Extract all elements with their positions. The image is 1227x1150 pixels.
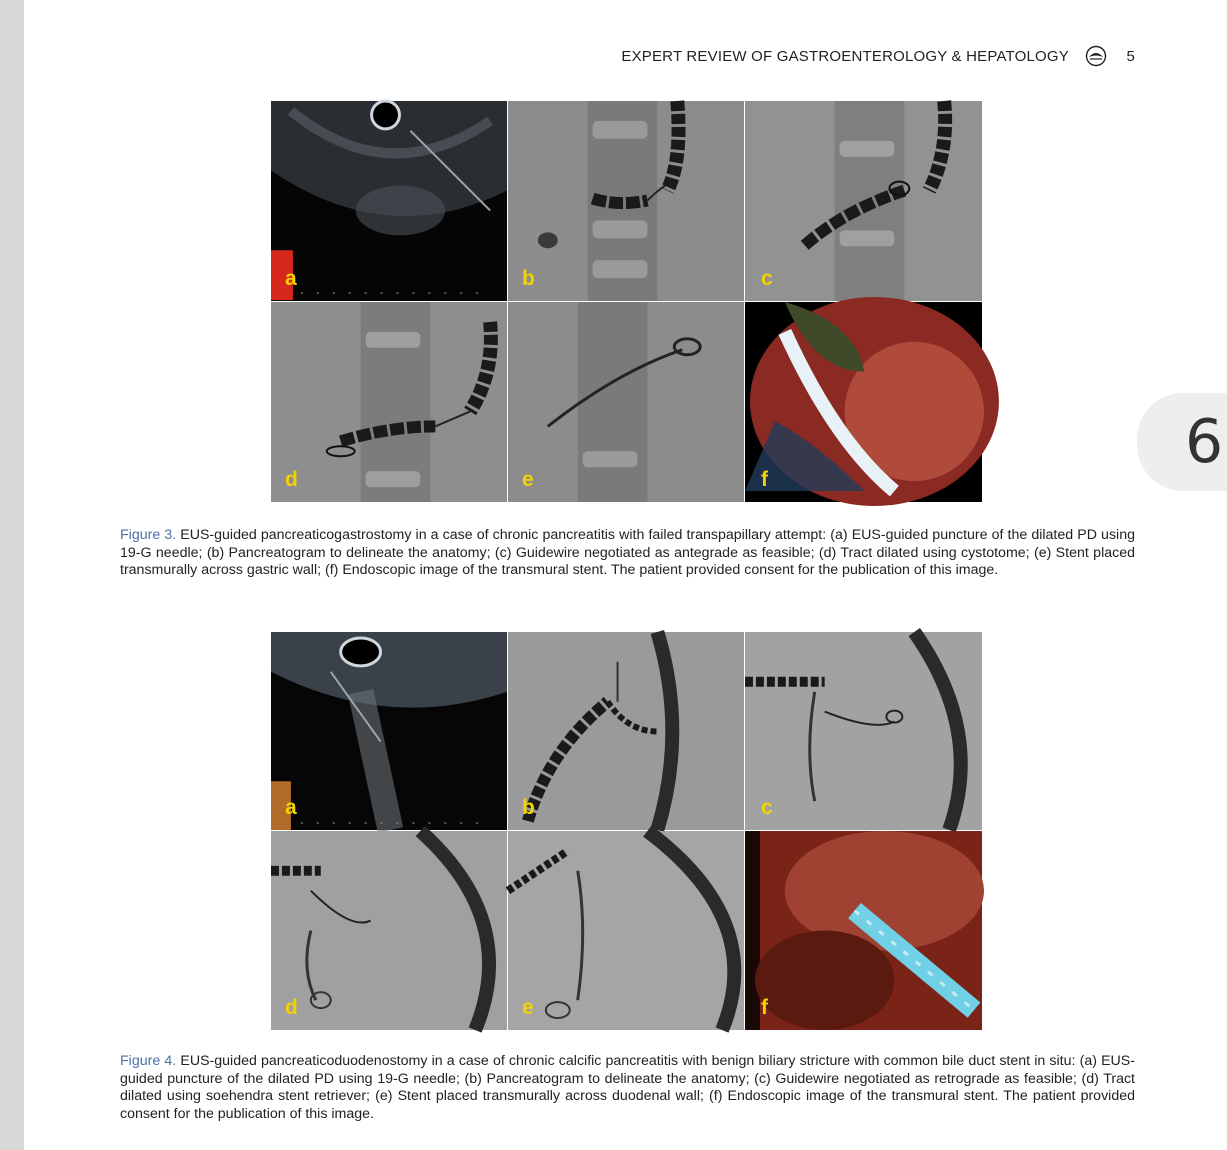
figure-4-panel-f — [745, 831, 983, 1031]
figure-3-caption-text: EUS-guided pancreaticogastrostomy in a case of chronic pancreatitis with failed transpapillary attempt: (a) EUS-guided puncture of the dilated PD using 19-G needle; (b) Pancreatogram to delineate the anatomy; (c) Guidewire negotiated as antegrade as feasible; (d) Tract dilated using cystotome; (e) Stent placed transmurally across gastric wall; (f) Endoscopic image of the transmural stent. The patient provided consent for the publication of this image. — [120, 527, 1135, 578]
figure-3-caption — [120, 527, 1135, 580]
panel-label: c — [761, 796, 773, 819]
figure-3-image-grid — [271, 101, 983, 503]
figure-3-label: Figure 3. — [120, 527, 177, 543]
figure-4-caption — [120, 1053, 1135, 1123]
figure-4-image-grid — [271, 632, 983, 1031]
panel-label: b — [522, 796, 535, 819]
panel-label: f — [761, 468, 768, 491]
journal-title: EXPERT REVIEW OF GASTROENTEROLOGY & HEPATOLOGY — [621, 47, 1069, 65]
figure-3-panel-a — [271, 101, 508, 302]
figure-4-panel-a — [271, 632, 508, 831]
journal-logo-icon — [1085, 45, 1107, 67]
panel-label: d — [285, 468, 298, 491]
figure-3-panel-f — [745, 302, 983, 503]
figure-3-panel-d — [271, 302, 508, 503]
figure-3-panel-b — [508, 101, 745, 302]
figure-4-panel-e — [508, 831, 745, 1031]
figure-4-panel-b — [508, 632, 745, 831]
panel-label: e — [522, 468, 534, 491]
page-number: 5 — [1126, 47, 1135, 65]
left-page-margin — [0, 0, 24, 1150]
running-header — [560, 46, 1135, 66]
figure-4-label: Figure 4. — [120, 1053, 177, 1069]
panel-label: d — [285, 996, 298, 1019]
next-page-number: 6 — [1185, 407, 1224, 477]
figure-4-panel-d — [271, 831, 508, 1031]
figure-3-panel-e — [508, 302, 745, 503]
panel-label: b — [522, 267, 535, 290]
figure-3-panel-c — [745, 101, 983, 302]
figure-4-caption-text: EUS-guided pancreaticoduodenostomy in a case of chronic calcific pancreatitis with benign biliary stricture with common bile duct stent in situ: (a) EUS-guided puncture of the dilated PD using 19-G needle; (b) Pancreatogram to delineate the anatomy; (c) Guidewire negotiated as retrograde as feasible; (d) Tract dilated using soehendra stent retriever; (e) Stent placed transmurally across duodenal wall; (f) Endoscopic image of the transmural stent. The patient provided consent for the publication of this image. — [120, 1053, 1135, 1122]
next-page-tab[interactable] — [1137, 393, 1227, 491]
figure-4-panel-c — [745, 632, 983, 831]
panel-label: a — [285, 267, 297, 290]
panel-label: a — [285, 796, 297, 819]
panel-label: f — [761, 996, 768, 1019]
panel-label: c — [761, 267, 773, 290]
panel-label: e — [522, 996, 534, 1019]
